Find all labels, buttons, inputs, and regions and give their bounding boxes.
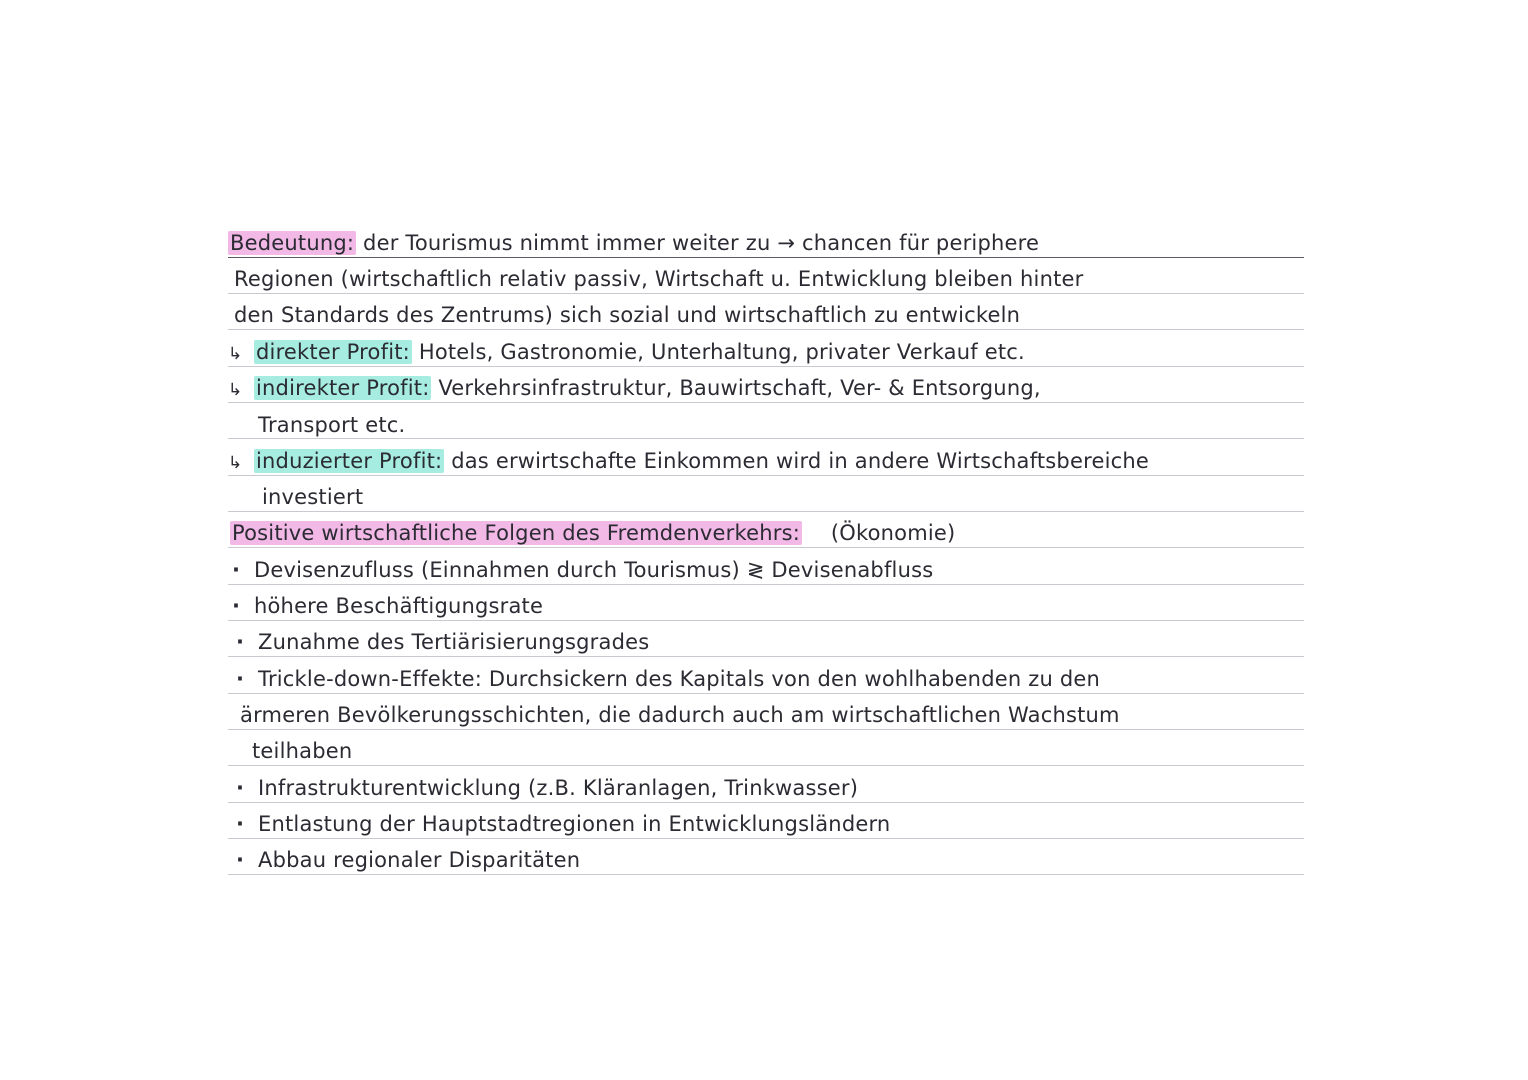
profit-label: indirekter Profit: — [256, 376, 430, 400]
profit-indirect-continuation: Transport etc. — [258, 413, 406, 437]
profit-text: das erwirtschafte Einkommen wird in andere Wirtschaftsbereiche — [451, 449, 1149, 473]
rule-line — [228, 765, 1304, 766]
profit-text: Verkehrsinfrastruktur, Bauwirtschaft, Ver- & Entsorgung, — [438, 376, 1041, 400]
hook-arrow-icon: ↳ — [228, 344, 243, 364]
profit-induced-continuation: investiert — [262, 485, 364, 509]
bedeutung-line-3: den Standards des Zentrums) sich sozial und wirtschaftlich zu entwickeln — [234, 303, 1021, 327]
rule-line — [228, 511, 1304, 512]
bullet-dot-icon: · — [236, 812, 245, 836]
bullet-dot-icon: · — [236, 667, 245, 691]
list-item — [236, 627, 649, 657]
bullet-dot-icon: · — [236, 630, 245, 654]
bullet-dot-icon: · — [232, 558, 241, 582]
list-item — [232, 555, 933, 585]
list-item-text: Trickle-down-Effekte: Durchsickern des Kapitals von den wohlhabenden zu den — [258, 667, 1100, 691]
bedeutung-heading: Bedeutung: — [230, 231, 355, 255]
profit-label: induzierter Profit: — [256, 449, 443, 473]
list-item — [236, 845, 580, 875]
hook-arrow-icon: ↳ — [228, 380, 243, 400]
list-item-continuation: ärmeren Bevölkerungsschichten, die dadurch auch am wirtschaftlichen Wachstum — [240, 703, 1120, 727]
positive-suffix: (Ökonomie) — [830, 521, 956, 545]
list-item-continuation: teilhaben — [252, 739, 353, 763]
bullet-dot-icon: · — [236, 776, 245, 800]
bullet-dot-icon: · — [236, 848, 245, 872]
list-item — [232, 591, 543, 621]
profit-induced — [228, 446, 1149, 476]
profit-text: Hotels, Gastronomie, Unterhaltung, privater Verkauf etc. — [418, 340, 1025, 364]
list-item-text: Devisenzufluss (Einnahmen durch Tourismus) ≷ Devisenabfluss — [254, 558, 934, 582]
list-item-text: Infrastrukturentwicklung (z.B. Kläranlagen, Trinkwasser) — [258, 776, 859, 800]
bullet-dot-icon: · — [232, 594, 241, 618]
list-item — [236, 809, 890, 839]
list-item — [236, 664, 1100, 694]
list-item — [236, 773, 858, 803]
profit-indirect — [228, 373, 1041, 403]
bedeutung-line-2: Regionen (wirtschaftlich relativ passiv, Wirtschaft u. Entwicklung bleiben hinter — [234, 267, 1084, 291]
positive-heading: Positive wirtschaftliche Folgen des Fremdenverkehrs: — [232, 521, 800, 545]
profit-direct — [228, 337, 1025, 367]
hook-arrow-icon: ↳ — [228, 453, 243, 473]
positive-heading-line — [230, 518, 955, 548]
bedeutung-line-1 — [228, 228, 1039, 258]
list-item-text: höhere Beschäftigungsrate — [254, 594, 544, 618]
bedeutung-text: der Tourismus nimmt immer weiter zu → chancen für periphere — [363, 231, 1040, 255]
list-item-text: Zunahme des Tertiärisierungsgrades — [258, 630, 650, 654]
list-item-text: Entlastung der Hauptstadtregionen in Entwicklungsländern — [258, 812, 891, 836]
list-item-text: Abbau regionaler Disparitäten — [258, 848, 581, 872]
profit-label: direkter Profit: — [256, 340, 410, 364]
